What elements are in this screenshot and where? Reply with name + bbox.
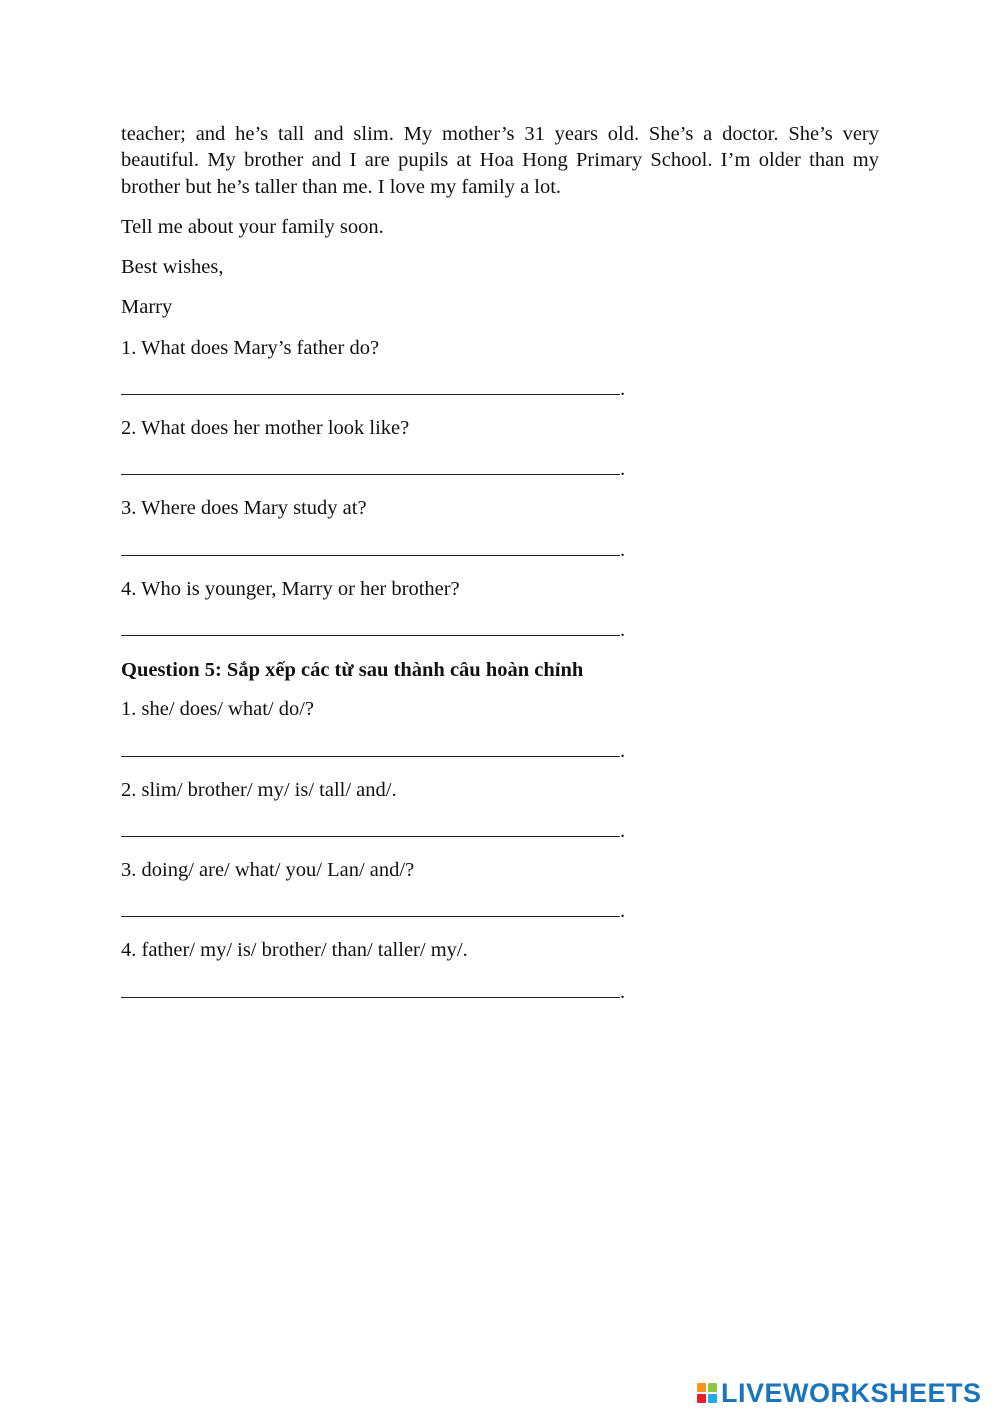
answer-blank[interactable] bbox=[121, 818, 620, 837]
answer-line-q5-1[interactable] bbox=[121, 738, 625, 764]
answer-blank[interactable] bbox=[121, 979, 620, 998]
q5-item-3: 3. doing/ are/ what/ you/ Lan/ and/? bbox=[121, 859, 415, 881]
letter-paragraph: teacher; and he’s tall and slim. My mother’s 31 years old. She’s a doctor. She’s very beautiful. My brother and I are pupils at Hoa Hong Primary School. I’m older than my brother but he’s taller than me. I love my family a lot. bbox=[121, 123, 879, 198]
answer-end: . bbox=[620, 539, 626, 561]
reading-question-1: 1. What does Mary’s father do? bbox=[121, 337, 380, 359]
letter-sign-off: Best wishes, bbox=[121, 256, 224, 278]
answer-line-q5-4[interactable] bbox=[121, 979, 625, 1005]
answer-end: . bbox=[620, 378, 626, 400]
q5-item-1: 1. she/ does/ what/ do/? bbox=[121, 698, 315, 720]
answer-end: . bbox=[620, 820, 626, 842]
logo-text: LIVEWORKSHEETS bbox=[721, 1378, 982, 1408]
letter-closing-line: Tell me about your family soon. bbox=[121, 216, 384, 238]
q5-item-4: 4. father/ my/ is/ brother/ than/ taller/ my/. bbox=[121, 939, 468, 961]
answer-blank[interactable] bbox=[121, 376, 620, 395]
answer-end: . bbox=[620, 740, 626, 762]
letter-signature: Marry bbox=[121, 296, 173, 318]
reading-question-3: 3. Where does Mary study at? bbox=[121, 497, 367, 519]
answer-line-reading-4[interactable] bbox=[121, 617, 625, 643]
answer-blank[interactable] bbox=[121, 456, 620, 475]
answer-blank[interactable] bbox=[121, 898, 620, 917]
answer-end: . bbox=[620, 981, 626, 1003]
answer-line-q5-3[interactable] bbox=[121, 898, 625, 924]
answer-blank[interactable] bbox=[121, 537, 620, 556]
reading-question-2: 2. What does her mother look like? bbox=[121, 417, 410, 439]
answer-end: . bbox=[620, 619, 626, 641]
reading-question-4: 4. Who is younger, Marry or her brother? bbox=[121, 578, 460, 600]
logo-tile bbox=[708, 1383, 717, 1392]
answer-blank[interactable] bbox=[121, 738, 620, 757]
answer-blank[interactable] bbox=[121, 617, 620, 636]
logo-tile bbox=[697, 1383, 706, 1392]
answer-line-reading-1[interactable] bbox=[121, 376, 625, 402]
answer-line-reading-2[interactable] bbox=[121, 456, 625, 482]
logo-tile bbox=[697, 1394, 706, 1403]
liveworksheets-logo[interactable] bbox=[697, 1378, 982, 1408]
q5-item-2: 2. slim/ brother/ my/ is/ tall/ and/. bbox=[121, 779, 397, 801]
question5-heading: Question 5: Sắp xếp các từ sau thành câu hoàn chỉnh bbox=[121, 659, 584, 681]
answer-end: . bbox=[620, 900, 626, 922]
answer-end: . bbox=[620, 458, 626, 480]
answer-line-q5-2[interactable] bbox=[121, 818, 625, 844]
liveworksheets-logo-icon bbox=[697, 1383, 717, 1403]
answer-line-reading-3[interactable] bbox=[121, 537, 625, 563]
logo-tile bbox=[708, 1394, 717, 1403]
